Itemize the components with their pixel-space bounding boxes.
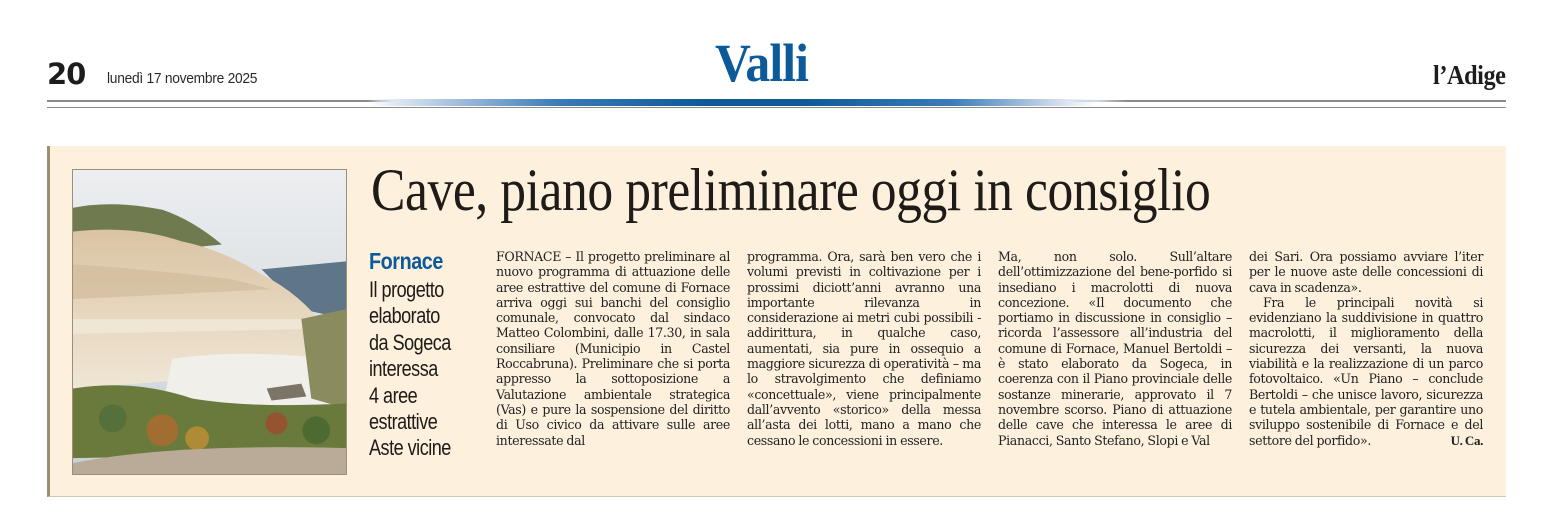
text-column-4	[1249, 249, 1483, 479]
body-paragraph	[1249, 295, 1483, 448]
kicker-line: Il progetto	[369, 277, 444, 302]
body-paragraph: dei Sari. Ora possiamo avviare l’iter per le nuove aste delle concessioni di cava in scadenza».	[1249, 249, 1483, 295]
kicker-line: interessa	[369, 356, 438, 382]
article-box	[47, 146, 1506, 497]
kicker-place: Fornace	[369, 248, 443, 274]
author-byline: U. Ca.	[1450, 432, 1483, 448]
body-paragraph: programma. Ora, sarà ben vero che i volumi previsti in coltivazione per i prossimi diciott’anni avranno una importante rilevanza in considerazione ai metri cubi possibili - addirittura, in qualche caso, aumentati, sia pure in ossequio a maggiore sicurezza di operatività – ma lo stravolgimento che definiamo «concettuale», viene principalmente dall’avvento «storico» della messa all’asta dei lotti, mano a mano che cessano le concessioni in essere.	[747, 249, 981, 448]
header-rule-lower	[47, 107, 1506, 108]
header-rule-accent	[47, 99, 1506, 106]
kicker-line: 4 aree	[369, 382, 418, 408]
kicker-line: da Sogeca	[369, 329, 451, 355]
text-column-3	[998, 249, 1232, 479]
kicker-line: elaborato	[369, 303, 440, 329]
quarry-photo-illustration	[73, 170, 346, 474]
body-paragraph: FORNACE – Il progetto preliminare al nuovo programma di attuazione delle aree estrattive del comune di Fornace arriva oggi sui banchi del consiglio comunale, convocato dal sindaco Matteo Colombini, dalle 17.30, in sala consiliare (Municipio in Castel Roccabruna). Preliminare che si porta appresso la sottoposizione a Valutazione ambientale strategica (Vas) e pure la sospensione del diritto di Uso civico da attivare sulle aree interessate dal	[496, 249, 730, 448]
section-title: Valli	[715, 33, 808, 93]
article-body	[496, 249, 1484, 479]
article-photo	[72, 169, 347, 475]
page-number: 20	[47, 57, 86, 91]
article-headline: Cave, piano preliminare oggi in consiglio	[371, 157, 1211, 223]
newspaper-masthead: l’Adige	[1432, 60, 1505, 90]
text-column-1	[496, 249, 730, 479]
kicker-line: estrattive	[369, 409, 438, 435]
text-column-2	[747, 249, 981, 479]
issue-date: lunedì 17 novembre 2025	[107, 70, 258, 87]
body-paragraph-text: Fra le principali novità si evidenziano la suddivisione in quattro macrolotti, il miglioramento della sicurezza dei versanti, la nuova viabilità e la realizzazione di un parco fotovoltaico. «Un Piano – conclude Bertoldi – che unisce lavoro, sicurezza e tutela ambientale, per garantire uno sviluppo sostenibile di Fornace e del settore del porfido».	[1249, 294, 1483, 448]
kicker-line: Aste vicine	[369, 435, 451, 461]
body-paragraph: Ma, non solo. Sull’altare dell’ottimizzazione del bene-porfido si insediano i macrolotti di nuova concezione. «Il documento che portiamo in discussione in consiglio – ricorda l’assessore all’industria del comune di Fornace, Manuel Bertoldi – è stato elaborato da Sogeca, in coerenza con il Piano provinciale delle sostanze minerarie, approvato il 7 novembre scorso. Piano di attuazione delle cave che interessa le aree di Pianacci, Santo Stefano, Slopi e Val	[998, 249, 1232, 448]
article-kicker	[369, 250, 479, 462]
